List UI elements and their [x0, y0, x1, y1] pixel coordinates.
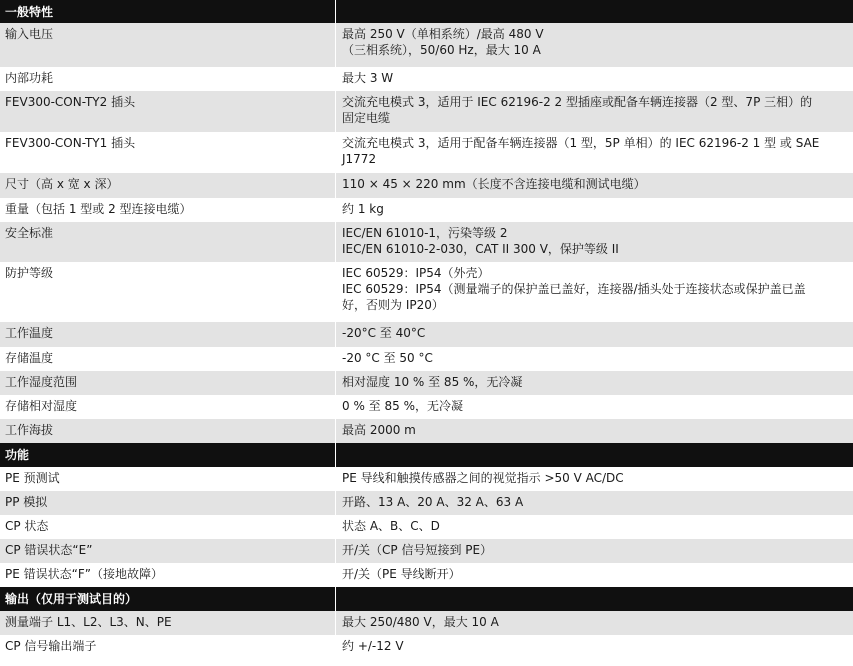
section-header-general	[0, 0, 335, 23]
spec-value: PE 导线和触摸传感器之间的视觉指示 >50 V AC/DC	[335, 467, 853, 491]
spec-label: 工作海拔	[0, 419, 335, 443]
spec-label: 测量端子 L1、L2、L3、N、PE	[0, 611, 335, 635]
spec-label: CP 信号输出端子	[0, 635, 335, 659]
section-header-blank	[335, 587, 853, 611]
spec-value: 最高 2000 m	[335, 419, 853, 443]
section-title: 输出（仅用于测试目的）	[5, 592, 138, 606]
spec-value: 0 % 至 85 %，无冷凝	[335, 395, 853, 419]
spec-value: 状态 A、B、C、D	[335, 515, 853, 539]
spec-label: FEV300-CON-TY2 插头	[0, 91, 335, 132]
section-header-blank	[335, 0, 853, 23]
spec-label: CP 错误状态“E”	[0, 539, 335, 563]
spec-value: 开/关（PE 导线断开）	[335, 563, 853, 587]
spec-label: CP 状态	[0, 515, 335, 539]
spec-label: 存储温度	[0, 347, 335, 371]
spec-label: PP 模拟	[0, 491, 335, 515]
spec-label: 尺寸（高 x 宽 x 深）	[0, 173, 335, 198]
spec-value: 约 1 kg	[335, 198, 853, 222]
spec-label: 工作温度	[0, 322, 335, 347]
spec-label: 内部功耗	[0, 67, 335, 91]
spec-value: 开/关（CP 信号短接到 PE）	[335, 539, 853, 563]
section-header-functions	[0, 443, 335, 467]
spec-value: IEC/EN 61010-1，污染等级 2 IEC/EN 61010-2-030，CAT II 300 V，保护等级 II	[335, 222, 853, 262]
spec-value: 相对湿度 10 % 至 85 %，无冷凝	[335, 371, 853, 395]
spec-value: 最大 3 W	[335, 67, 853, 91]
spec-value: 交流充电模式 3，适用于配备车辆连接器（1 型，5P 单相）的 IEC 62196-2 1 型 或 SAE J1772	[335, 132, 853, 173]
spec-value: -20°C 至 40°C	[335, 322, 853, 347]
spec-label: 重量（包括 1 型或 2 型连接电缆）	[0, 198, 335, 222]
section-title: 功能	[5, 448, 30, 462]
spec-value: 最高 250 V（单相系统）/最高 480 V （三相系统），50/60 Hz，最大 10 A	[335, 23, 853, 67]
spec-label: PE 错误状态“F”（接地故障）	[0, 563, 335, 587]
spec-value: IEC 60529：IP54（外壳） IEC 60529：IP54（测量端子的保护盖已盖好，连接器/插头处于连接状态或保护盖已盖 好，否则为 IP20）	[335, 262, 853, 322]
spec-label: 防护等级	[0, 262, 335, 322]
spec-value: 开路、13 A、20 A、32 A、63 A	[335, 491, 853, 515]
spec-value: 110 × 45 × 220 mm（长度不含连接电缆和测试电缆）	[335, 173, 853, 198]
spec-label: 工作湿度范围	[0, 371, 335, 395]
section-header-blank	[335, 443, 853, 467]
spec-label: 输入电压	[0, 23, 335, 67]
section-title: 一般特性	[5, 5, 54, 19]
section-header-output	[0, 587, 335, 611]
spec-value: -20 °C 至 50 °C	[335, 347, 853, 371]
spec-value: 最大 250/480 V，最大 10 A	[335, 611, 853, 635]
spec-label: PE 预测试	[0, 467, 335, 491]
spec-value: 交流充电模式 3，适用于 IEC 62196-2 2 型插座或配备车辆连接器（2 型、7P 三相）的 固定电缆	[335, 91, 853, 132]
spec-label: 存储相对湿度	[0, 395, 335, 419]
spec-label: FEV300-CON-TY1 插头	[0, 132, 335, 173]
spec-label: 安全标准	[0, 222, 335, 262]
spec-value: 约 +/-12 V	[335, 635, 853, 659]
